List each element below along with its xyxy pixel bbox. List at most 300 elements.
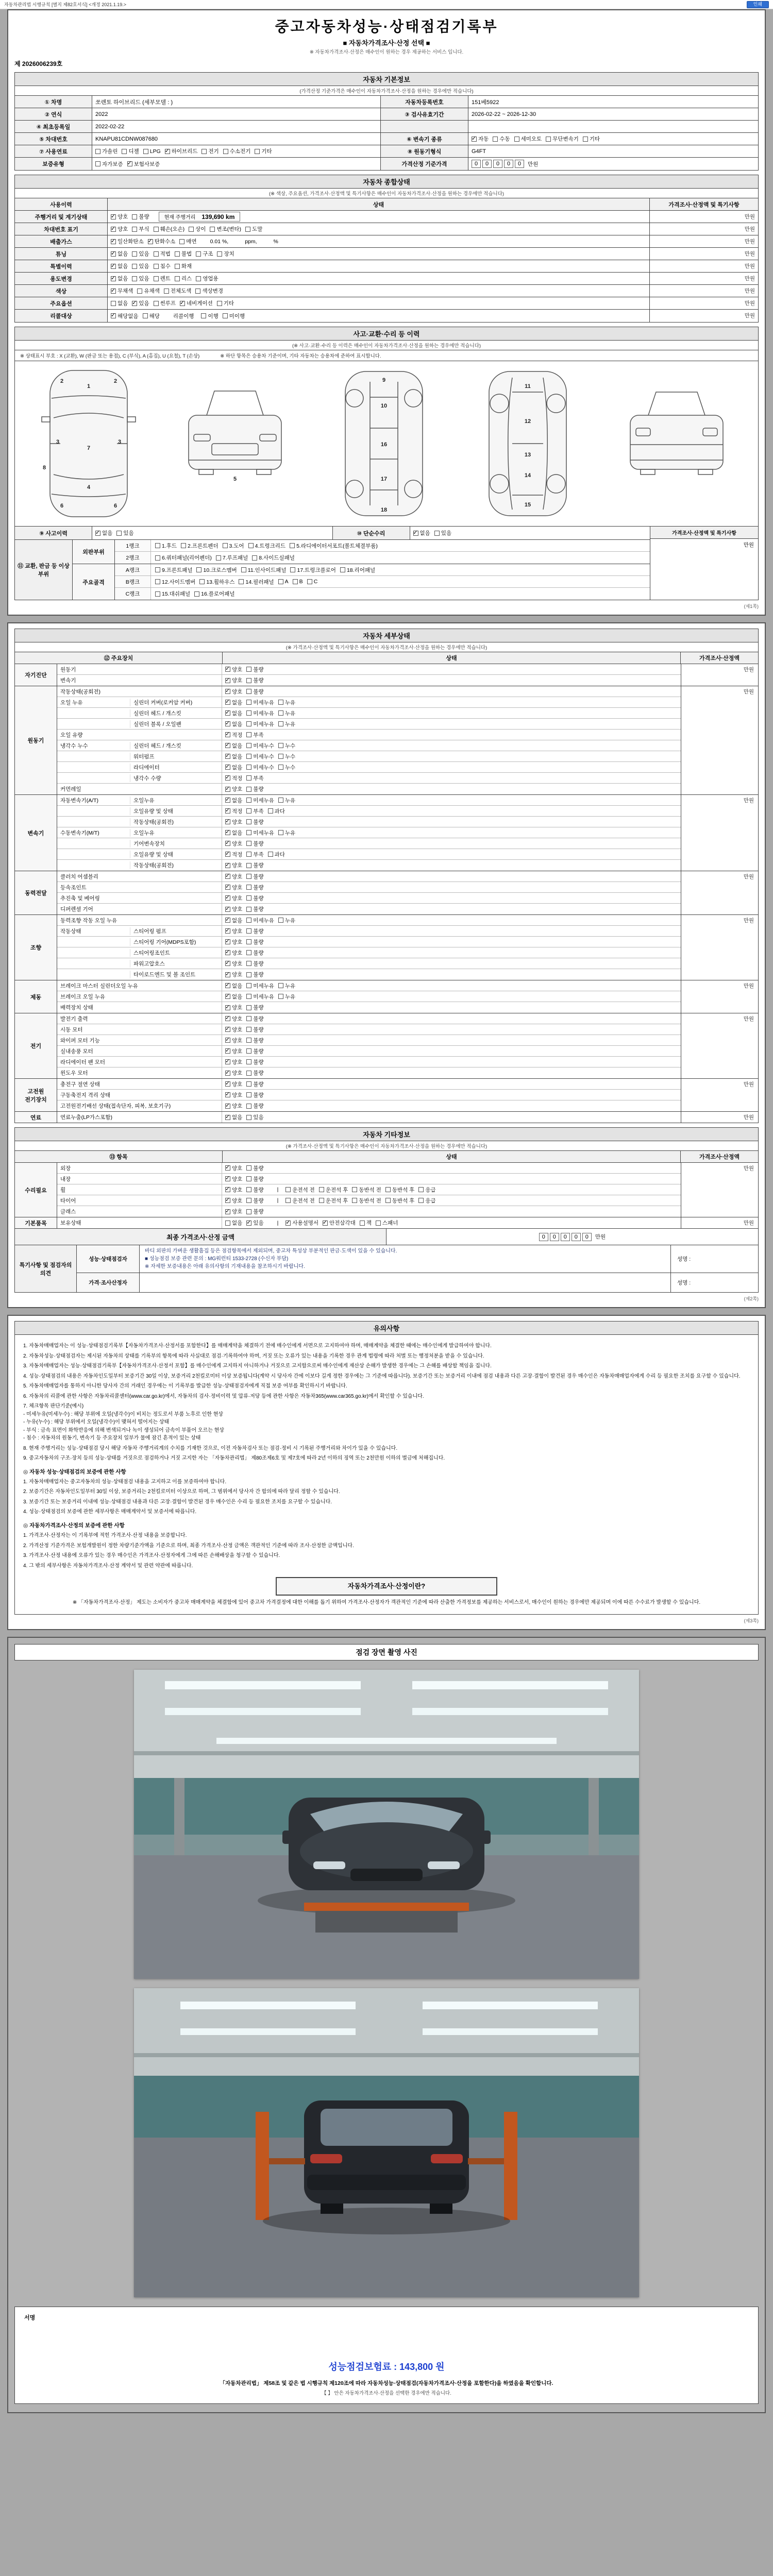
checkbox-icon[interactable] xyxy=(217,251,222,257)
checkbox-icon[interactable] xyxy=(246,1038,251,1043)
checkbox-checked-icon[interactable] xyxy=(225,700,230,705)
checkbox-option[interactable] xyxy=(127,160,160,168)
checkbox-option[interactable] xyxy=(546,135,579,143)
checkbox-icon[interactable] xyxy=(278,765,283,770)
checkbox-option[interactable] xyxy=(217,299,234,307)
checkbox-option[interactable] xyxy=(246,764,274,771)
checkbox-option[interactable] xyxy=(225,1047,242,1055)
checkbox-option[interactable] xyxy=(111,299,128,307)
checkbox-icon[interactable] xyxy=(278,830,283,835)
checkbox-icon[interactable] xyxy=(239,579,244,584)
checkbox-icon[interactable] xyxy=(248,543,254,548)
checkbox-checked-icon[interactable] xyxy=(95,531,100,536)
checkbox-checked-icon[interactable] xyxy=(225,863,230,868)
checkbox-option[interactable] xyxy=(246,1164,263,1172)
checkbox-icon[interactable] xyxy=(246,895,251,901)
checkbox-checked-icon[interactable] xyxy=(225,743,230,748)
checkbox-icon[interactable] xyxy=(278,700,283,705)
checkbox-icon[interactable] xyxy=(199,579,205,584)
checkbox-checked-icon[interactable] xyxy=(225,808,230,814)
checkbox-icon[interactable] xyxy=(201,313,206,318)
checkbox-option[interactable] xyxy=(225,993,242,1001)
checkbox-icon[interactable] xyxy=(246,928,251,934)
checkbox-option[interactable] xyxy=(225,709,242,717)
checkbox-icon[interactable] xyxy=(319,1198,324,1203)
checkbox-option[interactable] xyxy=(189,225,206,233)
checkbox-option[interactable] xyxy=(132,213,149,221)
checkbox-checked-icon[interactable] xyxy=(225,775,230,781)
checkbox-icon[interactable] xyxy=(217,301,222,306)
checkbox-option[interactable] xyxy=(195,287,223,295)
checkbox-icon[interactable] xyxy=(352,1187,357,1192)
checkbox-option[interactable] xyxy=(225,688,242,696)
checkbox-icon[interactable] xyxy=(196,567,201,572)
checkbox-icon[interactable] xyxy=(278,994,283,999)
checkbox-option[interactable] xyxy=(225,699,242,706)
checkbox-option[interactable] xyxy=(246,1208,263,1215)
checkbox-icon[interactable] xyxy=(246,678,251,683)
checkbox-option[interactable] xyxy=(434,529,451,537)
checkbox-icon[interactable] xyxy=(319,1187,324,1192)
checkbox-icon[interactable] xyxy=(154,301,159,306)
checkbox-option[interactable] xyxy=(225,1102,242,1110)
checkbox-icon[interactable] xyxy=(278,579,283,584)
checkbox-checked-icon[interactable] xyxy=(111,227,116,232)
checkbox-icon[interactable] xyxy=(154,227,159,232)
checkbox-option[interactable] xyxy=(246,949,263,957)
checkbox-icon[interactable] xyxy=(196,251,201,257)
checkbox-icon[interactable] xyxy=(201,149,207,154)
checkbox-option[interactable] xyxy=(278,982,295,990)
checkbox-option[interactable] xyxy=(246,742,274,750)
checkbox-option[interactable] xyxy=(194,590,234,598)
checkbox-icon[interactable] xyxy=(246,1104,251,1109)
checkbox-option[interactable] xyxy=(246,676,263,684)
checkbox-option[interactable] xyxy=(246,1026,263,1033)
checkbox-option[interactable] xyxy=(246,1102,263,1110)
checkbox-option[interactable] xyxy=(225,971,242,978)
checkbox-checked-icon[interactable] xyxy=(225,928,230,934)
checkbox-checked-icon[interactable] xyxy=(472,137,477,142)
checkbox-option[interactable] xyxy=(154,225,185,233)
checkbox-icon[interactable] xyxy=(175,276,180,281)
checkbox-option[interactable] xyxy=(175,275,192,282)
checkbox-icon[interactable] xyxy=(246,808,251,814)
checkbox-option[interactable] xyxy=(278,742,295,750)
checkbox-option[interactable] xyxy=(246,1015,263,1023)
checkbox-icon[interactable] xyxy=(352,1198,357,1203)
checkbox-icon[interactable] xyxy=(246,972,251,977)
checkbox-option[interactable] xyxy=(246,1186,263,1194)
checkbox-icon[interactable] xyxy=(154,276,159,281)
checkbox-checked-icon[interactable] xyxy=(225,689,230,694)
checkbox-checked-icon[interactable] xyxy=(225,1187,230,1192)
checkbox-checked-icon[interactable] xyxy=(225,1059,230,1064)
checkbox-option[interactable] xyxy=(196,566,237,574)
checkbox-option[interactable] xyxy=(225,1037,242,1044)
checkbox-checked-icon[interactable] xyxy=(225,874,230,879)
checkbox-option[interactable] xyxy=(278,796,295,804)
checkbox-checked-icon[interactable] xyxy=(225,852,230,857)
checkbox-icon[interactable] xyxy=(278,798,283,803)
checkbox-checked-icon[interactable] xyxy=(165,149,170,154)
checkbox-icon[interactable] xyxy=(246,754,251,759)
checkbox-option[interactable] xyxy=(246,960,263,968)
checkbox-icon[interactable] xyxy=(246,1059,251,1064)
checkbox-icon[interactable] xyxy=(246,667,251,672)
checkbox-option[interactable] xyxy=(246,993,274,1001)
checkbox-option[interactable] xyxy=(246,666,263,673)
checkbox-option[interactable] xyxy=(246,1069,263,1077)
checkbox-option[interactable] xyxy=(225,884,242,891)
checkbox-option[interactable] xyxy=(278,579,289,585)
checkbox-checked-icon[interactable] xyxy=(225,1198,230,1203)
checkbox-checked-icon[interactable] xyxy=(180,301,185,306)
checkbox-checked-icon[interactable] xyxy=(225,710,230,716)
checkbox-checked-icon[interactable] xyxy=(111,276,116,281)
checkbox-icon[interactable] xyxy=(155,591,160,597)
checkbox-icon[interactable] xyxy=(514,137,519,142)
checkbox-icon[interactable] xyxy=(246,885,251,890)
checkbox-option[interactable] xyxy=(225,905,242,913)
checkbox-icon[interactable] xyxy=(132,251,137,257)
checkbox-option[interactable] xyxy=(246,1113,263,1121)
checkbox-icon[interactable] xyxy=(293,579,298,584)
checkbox-icon[interactable] xyxy=(246,1005,251,1010)
checkbox-icon[interactable] xyxy=(418,1198,424,1203)
checkbox-option[interactable] xyxy=(196,250,213,258)
checkbox-icon[interactable] xyxy=(132,227,137,232)
checkbox-option[interactable] xyxy=(225,1197,242,1205)
checkbox-option[interactable] xyxy=(293,579,303,585)
checkbox-option[interactable] xyxy=(225,927,242,935)
checkbox-icon[interactable] xyxy=(132,264,137,269)
checkbox-option[interactable] xyxy=(278,720,295,728)
checkbox-option[interactable] xyxy=(225,938,242,946)
checkbox-checked-icon[interactable] xyxy=(127,161,132,166)
checkbox-icon[interactable] xyxy=(154,264,159,269)
checkbox-icon[interactable] xyxy=(278,721,283,726)
checkbox-option[interactable] xyxy=(225,851,242,858)
checkbox-option[interactable] xyxy=(514,135,542,143)
checkbox-icon[interactable] xyxy=(418,1187,424,1192)
checkbox-icon[interactable] xyxy=(225,1221,230,1226)
checkbox-icon[interactable] xyxy=(179,239,184,244)
checkbox-option[interactable] xyxy=(225,1113,242,1121)
checkbox-checked-icon[interactable] xyxy=(225,939,230,944)
checkbox-option[interactable] xyxy=(268,807,285,815)
checkbox-option[interactable] xyxy=(225,982,242,990)
checkbox-option[interactable] xyxy=(583,135,600,143)
checkbox-option[interactable] xyxy=(278,709,295,717)
checkbox-option[interactable] xyxy=(225,1175,242,1183)
checkbox-icon[interactable] xyxy=(95,161,100,166)
checkbox-option[interactable] xyxy=(225,742,242,750)
checkbox-option[interactable] xyxy=(285,1219,318,1227)
checkbox-checked-icon[interactable] xyxy=(225,1176,230,1181)
checkbox-option[interactable] xyxy=(246,1091,263,1099)
checkbox-icon[interactable] xyxy=(246,1165,251,1171)
checkbox-icon[interactable] xyxy=(155,579,160,584)
checkbox-icon[interactable] xyxy=(223,149,228,154)
checkbox-option[interactable] xyxy=(216,554,248,562)
checkbox-icon[interactable] xyxy=(268,852,273,857)
checkbox-option[interactable] xyxy=(246,807,263,815)
checkbox-option[interactable] xyxy=(225,873,242,880)
checkbox-icon[interactable] xyxy=(246,700,251,705)
checkbox-option[interactable] xyxy=(225,894,242,902)
checkbox-option[interactable] xyxy=(223,542,244,550)
checkbox-option[interactable] xyxy=(180,299,213,307)
checkbox-icon[interactable] xyxy=(181,543,186,548)
checkbox-icon[interactable] xyxy=(241,567,246,572)
checkbox-checked-icon[interactable] xyxy=(225,895,230,901)
checkbox-option[interactable] xyxy=(225,917,242,924)
checkbox-icon[interactable] xyxy=(278,754,283,759)
checkbox-checked-icon[interactable] xyxy=(225,819,230,824)
checkbox-option[interactable] xyxy=(246,982,274,990)
checkbox-icon[interactable] xyxy=(285,1198,291,1203)
checkbox-option[interactable] xyxy=(248,542,285,550)
checkbox-option[interactable] xyxy=(246,699,274,706)
checkbox-option[interactable] xyxy=(132,299,149,307)
checkbox-option[interactable] xyxy=(246,688,263,696)
checkbox-icon[interactable] xyxy=(246,863,251,868)
checkbox-option[interactable] xyxy=(164,287,192,295)
checkbox-checked-icon[interactable] xyxy=(225,972,230,977)
checkbox-icon[interactable] xyxy=(246,950,251,955)
checkbox-option[interactable] xyxy=(319,1197,348,1205)
checkbox-option[interactable] xyxy=(278,764,295,771)
checkbox-icon[interactable] xyxy=(164,289,169,294)
checkbox-icon[interactable] xyxy=(194,591,199,597)
checkbox-checked-icon[interactable] xyxy=(111,289,116,294)
checkbox-icon[interactable] xyxy=(246,907,251,912)
checkbox-option[interactable] xyxy=(132,250,149,258)
checkbox-checked-icon[interactable] xyxy=(132,301,137,306)
checkbox-icon[interactable] xyxy=(246,775,251,781)
checkbox-icon[interactable] xyxy=(246,798,251,803)
checkbox-checked-icon[interactable] xyxy=(225,798,230,803)
checkbox-option[interactable] xyxy=(143,312,160,320)
checkbox-icon[interactable] xyxy=(246,1176,251,1181)
checkbox-option[interactable] xyxy=(340,566,375,574)
checkbox-option[interactable] xyxy=(278,753,295,760)
checkbox-checked-icon[interactable] xyxy=(225,994,230,999)
checkbox-checked-icon[interactable] xyxy=(225,1038,230,1043)
checkbox-option[interactable] xyxy=(352,1197,381,1205)
checkbox-icon[interactable] xyxy=(132,276,137,281)
checkbox-option[interactable] xyxy=(225,1026,242,1033)
checkbox-checked-icon[interactable] xyxy=(225,1081,230,1087)
checkbox-checked-icon[interactable] xyxy=(246,1221,251,1226)
checkbox-option[interactable] xyxy=(225,861,242,869)
checkbox-icon[interactable] xyxy=(278,983,283,988)
checkbox-option[interactable] xyxy=(246,1175,263,1183)
checkbox-option[interactable] xyxy=(290,542,378,550)
checkbox-option[interactable] xyxy=(175,262,192,270)
checkbox-option[interactable] xyxy=(319,1186,348,1194)
checkbox-icon[interactable] xyxy=(268,808,273,814)
checkbox-option[interactable] xyxy=(225,1186,242,1194)
checkbox-option[interactable] xyxy=(246,709,274,717)
checkbox-option[interactable] xyxy=(307,579,318,585)
checkbox-checked-icon[interactable] xyxy=(225,961,230,966)
checkbox-option[interactable] xyxy=(278,829,295,837)
checkbox-icon[interactable] xyxy=(278,710,283,716)
checkbox-option[interactable] xyxy=(360,1219,372,1227)
checkbox-option[interactable] xyxy=(246,818,263,826)
checkbox-icon[interactable] xyxy=(252,555,257,561)
checkbox-icon[interactable] xyxy=(246,1198,251,1203)
checkbox-option[interactable] xyxy=(246,873,263,880)
checkbox-option[interactable] xyxy=(385,1186,415,1194)
checkbox-checked-icon[interactable] xyxy=(225,732,230,737)
checkbox-icon[interactable] xyxy=(246,994,251,999)
checkbox-option[interactable] xyxy=(111,275,128,282)
checkbox-option[interactable] xyxy=(246,1219,263,1227)
checkbox-option[interactable] xyxy=(246,905,263,913)
checkbox-icon[interactable] xyxy=(246,1092,251,1097)
checkbox-option[interactable] xyxy=(122,147,139,155)
checkbox-icon[interactable] xyxy=(246,874,251,879)
checkbox-checked-icon[interactable] xyxy=(111,239,116,244)
checkbox-checked-icon[interactable] xyxy=(225,830,230,835)
checkbox-icon[interactable] xyxy=(143,313,148,318)
checkbox-option[interactable] xyxy=(132,275,149,282)
checkbox-option[interactable] xyxy=(95,147,117,155)
checkbox-option[interactable] xyxy=(116,529,133,537)
checkbox-icon[interactable] xyxy=(246,1016,251,1021)
checkbox-checked-icon[interactable] xyxy=(225,765,230,770)
checkbox-icon[interactable] xyxy=(246,961,251,966)
checkbox-icon[interactable] xyxy=(155,567,160,572)
checkbox-icon[interactable] xyxy=(360,1221,365,1226)
checkbox-icon[interactable] xyxy=(154,251,159,257)
checkbox-option[interactable] xyxy=(201,147,219,155)
checkbox-option[interactable] xyxy=(111,262,128,270)
checkbox-option[interactable] xyxy=(175,250,192,258)
checkbox-icon[interactable] xyxy=(290,543,295,548)
checkbox-checked-icon[interactable] xyxy=(225,885,230,890)
checkbox-checked-icon[interactable] xyxy=(225,754,230,759)
checkbox-icon[interactable] xyxy=(116,531,122,536)
checkbox-icon[interactable] xyxy=(216,555,221,561)
checkbox-option[interactable] xyxy=(143,148,161,155)
checkbox-icon[interactable] xyxy=(245,227,250,232)
checkbox-checked-icon[interactable] xyxy=(225,1209,230,1214)
checkbox-icon[interactable] xyxy=(385,1198,391,1203)
checkbox-option[interactable] xyxy=(246,720,274,728)
checkbox-icon[interactable] xyxy=(278,918,283,923)
checkbox-option[interactable] xyxy=(111,250,128,258)
checkbox-option[interactable] xyxy=(246,861,263,869)
signature-space[interactable] xyxy=(24,2321,749,2358)
checkbox-option[interactable] xyxy=(223,147,251,155)
checkbox-option[interactable] xyxy=(246,785,263,793)
checkbox-icon[interactable] xyxy=(246,743,251,748)
checkbox-option[interactable] xyxy=(225,764,242,771)
checkbox-option[interactable] xyxy=(246,829,274,837)
checkbox-option[interactable] xyxy=(418,1197,435,1205)
checkbox-icon[interactable] xyxy=(246,1115,251,1120)
checkbox-option[interactable] xyxy=(196,275,218,282)
checkbox-checked-icon[interactable] xyxy=(225,667,230,672)
checkbox-icon[interactable] xyxy=(385,1187,391,1192)
checkbox-option[interactable] xyxy=(111,225,128,233)
checkbox-checked-icon[interactable] xyxy=(111,214,116,219)
checkbox-option[interactable] xyxy=(225,818,242,826)
checkbox-option[interactable] xyxy=(246,753,274,760)
checkbox-option[interactable] xyxy=(246,731,263,739)
checkbox-checked-icon[interactable] xyxy=(225,1005,230,1010)
checkbox-option[interactable] xyxy=(290,566,335,574)
checkbox-checked-icon[interactable] xyxy=(111,264,116,269)
checkbox-option[interactable] xyxy=(246,938,263,946)
checkbox-option[interactable] xyxy=(225,949,242,957)
checkbox-option[interactable] xyxy=(278,917,295,924)
checkbox-checked-icon[interactable] xyxy=(225,918,230,923)
checkbox-option[interactable] xyxy=(285,1197,315,1205)
checkbox-icon[interactable] xyxy=(246,732,251,737)
checkbox-checked-icon[interactable] xyxy=(225,1115,230,1120)
checkbox-option[interactable] xyxy=(241,566,287,574)
checkbox-option[interactable] xyxy=(225,1058,242,1066)
checkbox-icon[interactable] xyxy=(189,227,194,232)
checkbox-checked-icon[interactable] xyxy=(225,678,230,683)
checkbox-checked-icon[interactable] xyxy=(225,787,230,792)
checkbox-option[interactable] xyxy=(154,250,171,258)
checkbox-option[interactable] xyxy=(246,1037,263,1044)
checkbox-option[interactable] xyxy=(95,529,112,537)
checkbox-option[interactable] xyxy=(155,578,195,586)
checkbox-option[interactable] xyxy=(385,1197,415,1205)
checkbox-icon[interactable] xyxy=(246,918,251,923)
checkbox-option[interactable] xyxy=(95,160,123,168)
checkbox-option[interactable] xyxy=(246,1047,263,1055)
checkbox-option[interactable] xyxy=(154,299,176,307)
checkbox-option[interactable] xyxy=(246,774,263,782)
checkbox-icon[interactable] xyxy=(434,531,440,536)
checkbox-checked-icon[interactable] xyxy=(148,239,153,244)
checkbox-option[interactable] xyxy=(225,796,242,804)
checkbox-icon[interactable] xyxy=(155,543,160,548)
checkbox-option[interactable] xyxy=(239,578,274,586)
checkbox-option[interactable] xyxy=(376,1219,398,1227)
checkbox-option[interactable] xyxy=(148,238,176,245)
checkbox-option[interactable] xyxy=(210,225,241,233)
checkbox-option[interactable] xyxy=(413,529,430,537)
checkbox-icon[interactable] xyxy=(246,819,251,824)
checkbox-icon[interactable] xyxy=(546,137,551,142)
checkbox-option[interactable] xyxy=(132,262,149,270)
checkbox-option[interactable] xyxy=(246,851,263,858)
checkbox-icon[interactable] xyxy=(122,149,127,154)
checkbox-option[interactable] xyxy=(278,993,295,1001)
checkbox-icon[interactable] xyxy=(246,1048,251,1054)
checkbox-option[interactable] xyxy=(132,225,149,233)
checkbox-icon[interactable] xyxy=(493,137,498,142)
checkbox-icon[interactable] xyxy=(175,264,180,269)
checkbox-option[interactable] xyxy=(246,1004,263,1011)
checkbox-option[interactable] xyxy=(246,927,263,935)
checkbox-option[interactable] xyxy=(179,238,196,245)
checkbox-option[interactable] xyxy=(111,287,133,295)
checkbox-icon[interactable] xyxy=(143,149,148,154)
checkbox-option[interactable] xyxy=(246,840,263,848)
checkbox-icon[interactable] xyxy=(246,841,251,846)
checkbox-checked-icon[interactable] xyxy=(225,1165,230,1171)
